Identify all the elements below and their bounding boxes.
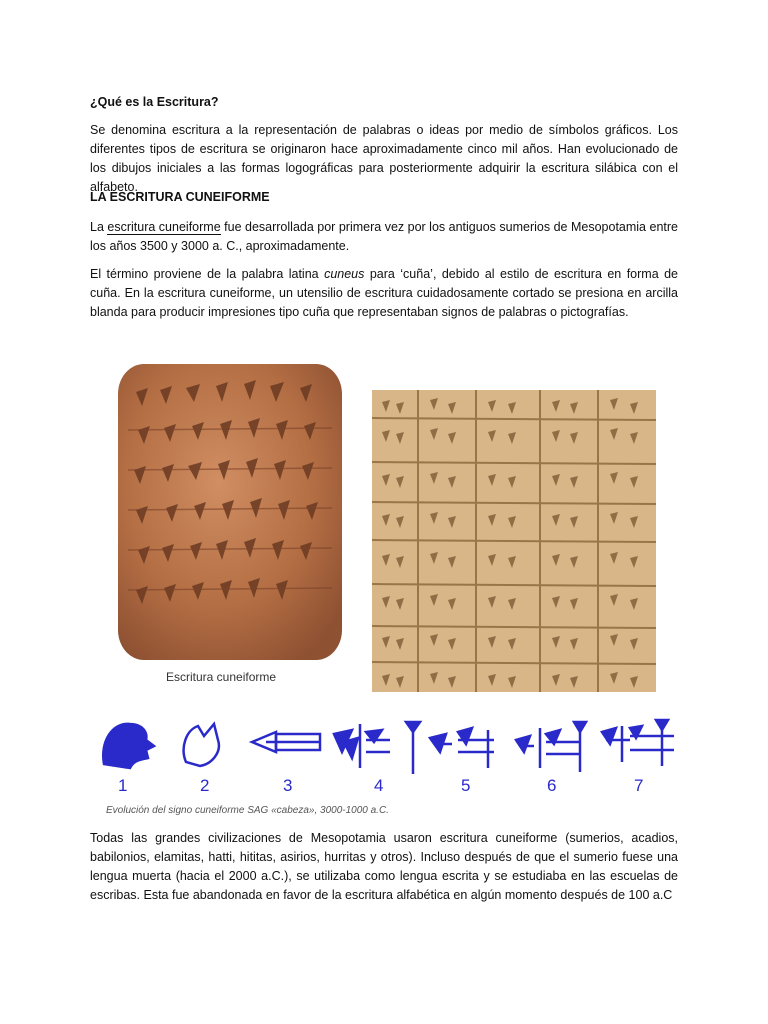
sign-5-icon [430,728,494,768]
sign-3-icon [252,732,320,752]
para3-before: El término proviene de la palabra latina [90,267,325,281]
sign-number-2: 2 [200,776,210,795]
para3-italic: cuneus [324,267,365,281]
sign-7-icon [602,720,674,766]
sign-evolution-caption: Evolución del signo cuneiforme SAG «cabeza», 3000-1000 a.C. [106,805,389,816]
para3-after: para ‘cuña’, debido al estilo de escritura en forma de cuña. En la escritura cuneiforme, un utensilio de escritura cuidadosamente cortado se presiona en arcilla blanda para producir impresiones tipo cuña que representaban signos de palabras o pictografías. [90,267,678,319]
paragraph-etymology [90,265,678,322]
heading-que-es-escritura: ¿Qué es la Escritura? [90,95,219,109]
para2-before: La [90,220,108,234]
sign-4-icon [334,722,420,774]
paragraph-civilizations: Todas las grandes civilizaciones de Mesopotamia usaron escritura cuneiforme (sumerios, acadios, babilonios, elamitas, hatti, hititas, asirios, hurritas y otros). Incluso después de que el sumerio fuese una lengua muerta (hacia el 2000 a.C.), se utilizaba como lengua escrita y se estudiaba en las escuelas de escribas. Esta fue abandonada en favor de la escritura alfabética en algún momento después de 100 a.C [90,831,678,902]
sag-sign-evolution-diagram [90,712,690,802]
tablet-caption: Escritura cuneiforme [166,670,277,684]
sign-number-4: 4 [374,776,384,795]
sign-1-head-icon [103,724,154,768]
sign-number-6: 6 [547,776,557,795]
stone-inscription-image [372,390,656,692]
sign-number-7: 7 [634,776,644,795]
sign-number-3: 3 [283,776,293,795]
paragraph-origin [90,218,678,256]
escritura-cuneiforme-link[interactable]: escritura cuneiforme [107,220,221,234]
sign-number-1: 1 [118,776,128,795]
para2-after: fue desarrollada por primera vez por los antiguos sumerios de Mesopotamia entre los años 3500 y 3000 a. C., aproximadamente. [90,220,678,253]
heading-escritura-cuneiforme: LA ESCRITURA CUNEIFORME [90,190,270,204]
clay-tablet-image [116,362,344,662]
sign-6-icon [516,722,586,772]
sign-number-5: 5 [461,776,471,795]
paragraph-definition: Se denomina escritura a la representación de palabras o ideas por medio de símbolos gráficos. Los diferentes tipos de escritura se originaron hace aproximadamente cinco mil años. Han evolucionado de los dibujos iniciales a las formas logográficas para posteriormente adquirir la escritura silábica con el alfabeto. [90,123,678,194]
sign-2-head-icon [184,724,219,766]
